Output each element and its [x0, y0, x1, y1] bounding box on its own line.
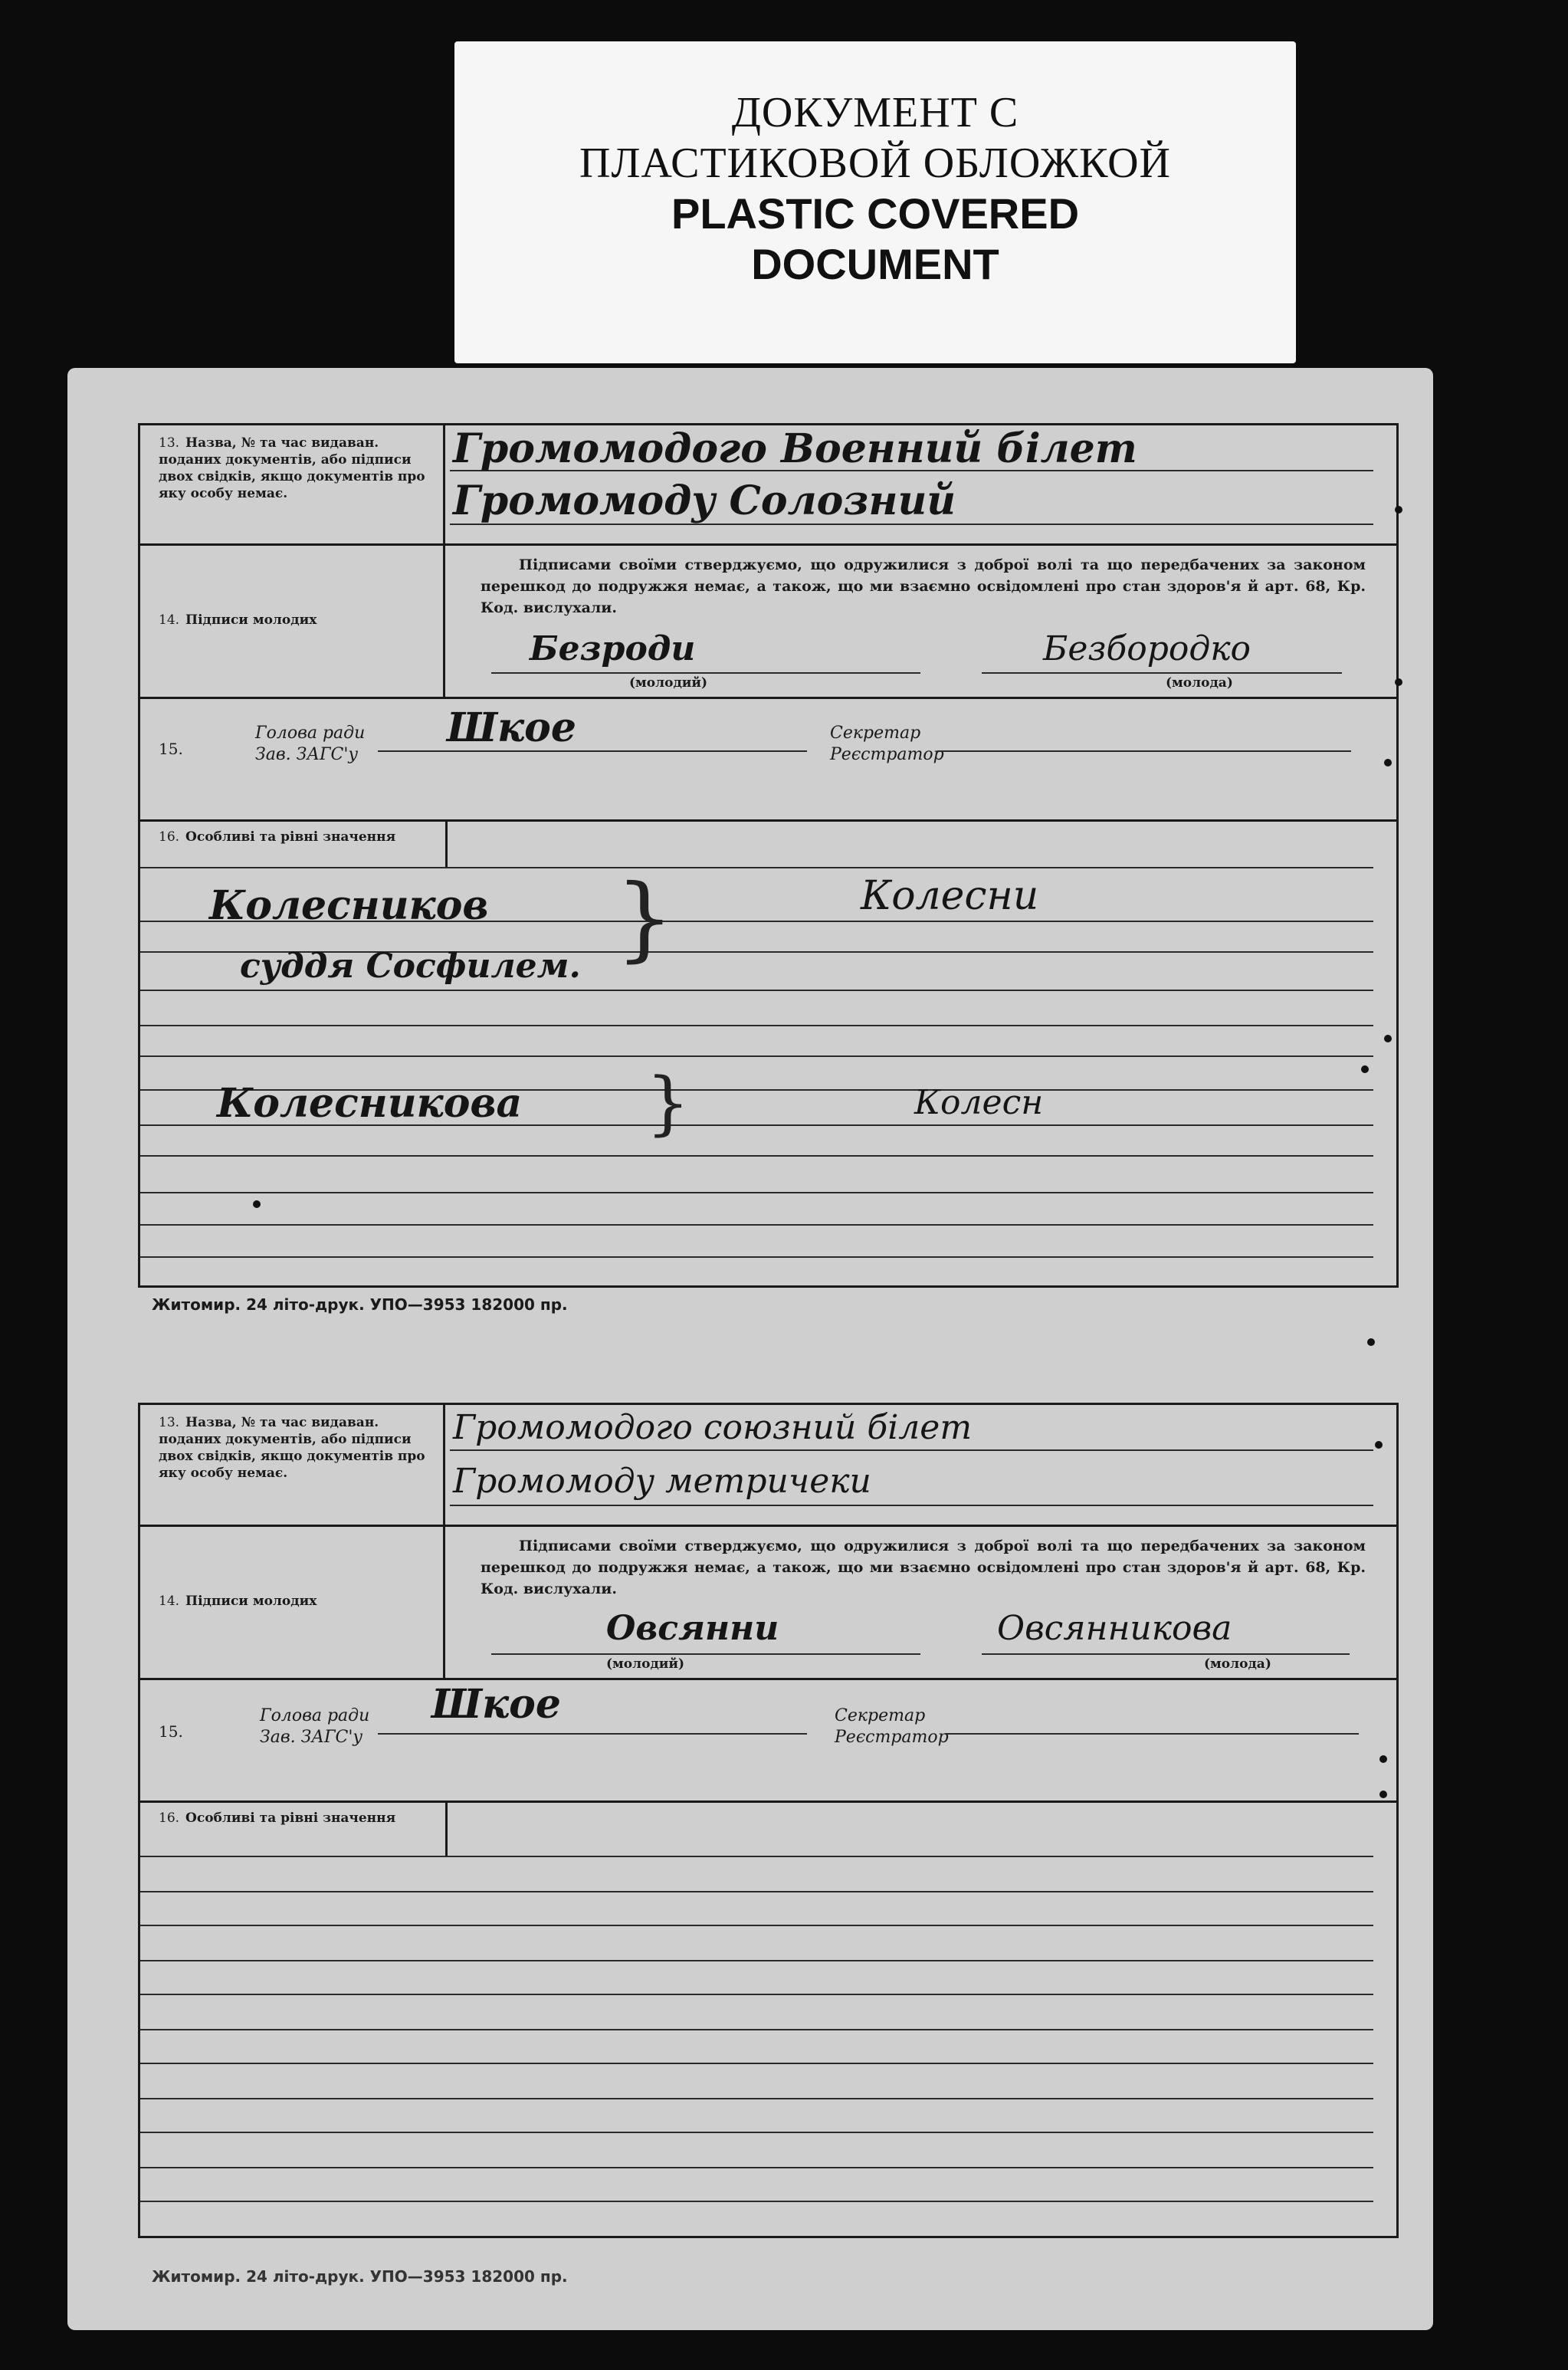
row-13-label — [140, 1405, 445, 1525]
row-15-number: 15. — [159, 740, 183, 758]
row-15 — [140, 1678, 1396, 1803]
handwritten-text: Колесников — [209, 882, 489, 929]
punch-mark — [253, 1200, 261, 1208]
ruled-line — [140, 2167, 1373, 2168]
punch-mark — [1395, 506, 1402, 514]
ruled-line — [140, 1891, 1373, 1892]
brace-mark: } — [646, 1063, 691, 1144]
row-number: 13. — [159, 435, 180, 451]
brace-mark: } — [615, 865, 674, 972]
ruled-line — [450, 1449, 1373, 1451]
ruled-line — [140, 1256, 1373, 1258]
handwritten-text: Громомоду Солозний — [453, 478, 956, 524]
handwritten-text: суддя Сосфилем. — [240, 947, 581, 986]
head-label: Голова ради — [255, 724, 366, 743]
head-signature: Шкое — [447, 704, 576, 751]
secretary-label: Секретар — [830, 724, 921, 743]
ruled-line — [140, 867, 1373, 868]
row-14-content — [445, 1525, 1396, 1678]
punch-mark — [1379, 1791, 1387, 1798]
row-16-label — [140, 1800, 445, 1856]
row-16-label — [140, 819, 445, 873]
cover-label-en-line1: PLASTIC COVERED — [671, 189, 1080, 238]
row-label-text: Підписи молодих — [185, 1594, 317, 1609]
ruled-line — [140, 2063, 1373, 2064]
row-14 — [140, 543, 1396, 699]
ruled-line — [140, 1994, 1373, 1995]
row-16 — [140, 1800, 1396, 2240]
row-15-number: 15. — [159, 1722, 183, 1741]
handwritten-signature: Колесн — [914, 1083, 1044, 1122]
cover-label-ru-line1: ДОКУМЕНТ С — [731, 89, 1019, 136]
signature-line — [982, 672, 1342, 674]
signature-line — [982, 1653, 1350, 1655]
punch-mark — [1361, 1065, 1369, 1073]
row-number: 16. — [159, 829, 180, 845]
head-signature: Шкое — [431, 1681, 561, 1728]
document-sheet — [67, 368, 1433, 2330]
ruled-line — [140, 2098, 1373, 2099]
printer-imprint: Житомир. 24 літо-друк. УПО—3953 182000 пр. — [152, 2267, 568, 2286]
row-13-content — [445, 425, 1396, 543]
punch-mark — [1384, 1035, 1392, 1042]
row-number: 14. — [159, 1594, 180, 1609]
declaration-text: Підписами своїми стверджуємо, що одружилися з доброї волі та що передбачених за законом перешкод до подружжя немає, а також, що ми взаємно освідомлені про стан здоров'я й арт. 68, Кр. Код. вислухали. — [481, 556, 1366, 616]
bride-caption: (молода) — [1204, 1656, 1271, 1672]
registrar-label: Реєстратор — [830, 745, 944, 764]
row-14-label — [140, 1525, 445, 1678]
punch-mark — [1367, 1338, 1375, 1346]
ruled-line — [140, 1224, 1373, 1226]
form-bottom — [138, 1403, 1399, 2238]
punch-mark — [1395, 678, 1402, 686]
signature-line — [378, 750, 807, 752]
row-label-text: Підписи молодих — [185, 612, 317, 628]
head-label: Голова ради — [260, 1706, 370, 1725]
ruled-line — [450, 1505, 1373, 1506]
ruled-line — [140, 2132, 1373, 2133]
secretary-label: Секретар — [835, 1706, 926, 1725]
cover-label-en-line2: DOCUMENT — [751, 240, 999, 288]
handwritten-text: Громомодого Военний білет — [453, 425, 1137, 472]
divider — [445, 819, 448, 867]
signature-line — [491, 1653, 920, 1655]
row-16 — [140, 819, 1396, 1290]
row-13 — [140, 1405, 1396, 1527]
registrar-label: Реєстратор — [835, 1728, 949, 1747]
signature-line — [491, 672, 920, 674]
row-13-content — [445, 1405, 1396, 1525]
zags-label: Зав. ЗАГС'у — [255, 745, 359, 764]
ruled-line — [140, 2029, 1373, 2030]
groom-signature: Безроди — [530, 629, 696, 668]
row-14-content — [445, 543, 1396, 697]
row-label-text: Особливі та рівні значення — [185, 829, 396, 845]
row-label-text: Особливі та рівні значення — [185, 1810, 396, 1826]
row-15 — [140, 697, 1396, 822]
punch-mark — [1379, 1755, 1387, 1763]
signature-line — [937, 750, 1351, 752]
ruled-line — [140, 1192, 1373, 1193]
ruled-line — [140, 1960, 1373, 1961]
ruled-line — [140, 1025, 1373, 1026]
form-top — [138, 423, 1399, 1288]
cover-label-ru-line2: ПЛАСТИКОВОЙ ОБЛОЖКОЙ — [579, 140, 1171, 187]
cover-label — [454, 41, 1296, 363]
row-label-text: Назва, № та час видаван. поданих документів, або підписи двох свідків, якщо документів про яку особу немає. — [159, 435, 425, 501]
row-number: 16. — [159, 1810, 180, 1826]
bride-caption: (молода) — [1166, 675, 1233, 691]
handwritten-signature: Колесни — [861, 873, 1039, 919]
row-14-label — [140, 543, 445, 697]
divider — [445, 1800, 448, 1856]
row-13-label — [140, 425, 445, 543]
handwritten-text: Колесникова — [217, 1080, 523, 1127]
ruled-line — [140, 1856, 1373, 1857]
signature-line — [945, 1733, 1359, 1735]
bride-signature: Безбородко — [1043, 629, 1251, 668]
groom-signature: Овсянни — [606, 1609, 779, 1648]
ruled-line — [140, 1155, 1373, 1157]
row-13 — [140, 425, 1396, 546]
printer-imprint: Житомир. 24 літо-друк. УПО—3953 182000 пр. — [152, 1295, 568, 1314]
punch-mark — [1384, 759, 1392, 766]
row-number: 14. — [159, 612, 180, 628]
groom-caption: (молодий) — [629, 675, 708, 691]
ruled-line — [140, 990, 1373, 991]
groom-caption: (молодий) — [606, 1656, 685, 1672]
declaration-text: Підписами своїми стверджуємо, що одружилися з доброї волі та що передбачених за законом перешкод до подружжя немає, а також, що ми взаємно освідомлені про стан здоров'я й арт. 68, Кр. Код. вислухали. — [481, 1538, 1366, 1597]
ruled-line — [140, 1055, 1373, 1057]
row-label-text: Назва, № та час видаван. поданих документів, або підписи двох свідків, якщо документів про яку особу немає. — [159, 1415, 425, 1481]
ruled-line — [140, 1925, 1373, 1926]
handwritten-text: Громомодого союзний білет — [453, 1408, 973, 1447]
bride-signature: Овсянникова — [997, 1609, 1232, 1648]
signature-line — [378, 1733, 807, 1735]
handwritten-text: Громомоду метричеки — [453, 1462, 871, 1501]
row-number: 13. — [159, 1415, 180, 1430]
ruled-line — [140, 2201, 1373, 2202]
punch-mark — [1375, 1441, 1383, 1449]
row-14 — [140, 1525, 1396, 1680]
zags-label: Зав. ЗАГС'у — [260, 1728, 363, 1747]
